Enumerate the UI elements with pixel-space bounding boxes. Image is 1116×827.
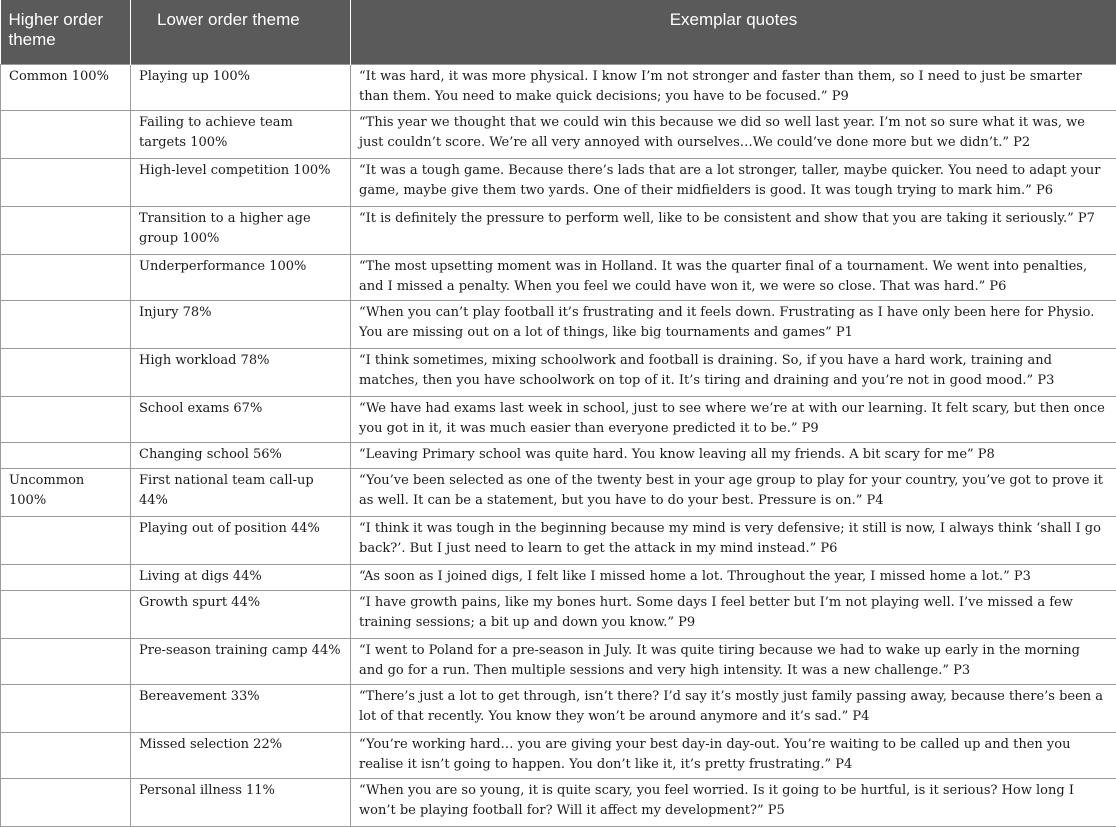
higher-theme-cell bbox=[1, 733, 131, 779]
higher-theme-cell: Uncommon 100% bbox=[1, 469, 131, 517]
table-row bbox=[1, 159, 1116, 207]
lower-theme-cell: Missed selection 22% bbox=[131, 733, 351, 779]
table-row bbox=[1, 301, 1116, 349]
higher-theme-cell: Common 100% bbox=[1, 65, 131, 111]
table-row bbox=[1, 207, 1116, 255]
table-row bbox=[1, 443, 1116, 469]
table-row bbox=[1, 65, 1116, 111]
quote-cell: “You’ve been selected as one of the twenty best in your age group to play for your country, you’ve got to prove it as well. It can be a statement, but you have to do your best. Pressure is on.” P4 bbox=[351, 469, 1116, 517]
table-row bbox=[1, 255, 1116, 301]
table-row bbox=[1, 397, 1116, 443]
higher-theme-cell bbox=[1, 443, 131, 469]
lower-theme-cell: Living at digs 44% bbox=[131, 565, 351, 591]
table-row bbox=[1, 469, 1116, 517]
table-row bbox=[1, 111, 1116, 159]
quote-cell: “It was hard, it was more physical. I know I’m not stronger and faster than them, so I need to just be smarter than them. You need to make quick decisions; you have to be focused.” P9 bbox=[351, 65, 1116, 111]
quote-cell: “I went to Poland for a pre-season in July. It was quite tiring because we had to wake up early in the morning and go for a run. Then multiple sessions and very high intensity. It was a new challenge.” P3 bbox=[351, 639, 1116, 685]
higher-theme-cell bbox=[1, 111, 131, 159]
quote-cell: “Leaving Primary school was quite hard. You know leaving all my friends. A bit scary for me” P8 bbox=[351, 443, 1116, 469]
quote-cell: “I have growth pains, like my bones hurt. Some days I feel better but I’m not playing well. I’ve missed a few training sessions; a bit up and down you know.” P9 bbox=[351, 591, 1116, 639]
quote-cell: “This year we thought that we could win this because we did so well last year. I’m not so sure what it was, we just couldn’t score. We’re all very annoyed with ourselves…We could’ve done more but we didn’t.” P2 bbox=[351, 111, 1116, 159]
higher-theme-cell bbox=[1, 255, 131, 301]
lower-theme-cell: Failing to achieve team targets 100% bbox=[131, 111, 351, 159]
table-row bbox=[1, 349, 1116, 397]
lower-theme-cell: Transition to a higher age group 100% bbox=[131, 207, 351, 255]
quote-cell: “There’s just a lot to get through, isn’t there? I’d say it’s mostly just family passing away, because there’s been a lot of that recently. You know they won’t be around anymore and it’s sad.” P4 bbox=[351, 685, 1116, 733]
higher-theme-cell bbox=[1, 207, 131, 255]
quote-cell: “When you are so young, it is quite scary, you feel worried. Is it going to be hurtful, is it serious? How long I won’t be playing football for? Will it affect my development?” P5 bbox=[351, 779, 1116, 827]
lower-theme-cell: Playing up 100% bbox=[131, 65, 351, 111]
higher-theme-cell bbox=[1, 779, 131, 827]
higher-theme-cell bbox=[1, 301, 131, 349]
lower-theme-cell: Underperformance 100% bbox=[131, 255, 351, 301]
table-row bbox=[1, 517, 1116, 565]
higher-theme-cell bbox=[1, 685, 131, 733]
table-row bbox=[1, 591, 1116, 639]
table-row bbox=[1, 685, 1116, 733]
higher-theme-cell bbox=[1, 397, 131, 443]
higher-theme-cell bbox=[1, 517, 131, 565]
lower-theme-cell: School exams 67% bbox=[131, 397, 351, 443]
lower-theme-cell: Personal illness 11% bbox=[131, 779, 351, 827]
lower-theme-cell: High-level competition 100% bbox=[131, 159, 351, 207]
table-row bbox=[1, 639, 1116, 685]
quote-cell: “The most upsetting moment was in Holland. It was the quarter final of a tournament. We went into penalties, and I missed a penalty. When you feel we could have won it, we were so close. That was hard.” P6 bbox=[351, 255, 1116, 301]
header-higher-order-theme: Higher order theme bbox=[1, 0, 131, 65]
quote-cell: “It is definitely the pressure to perform well, like to be consistent and show that you are taking it seriously.” P7 bbox=[351, 207, 1116, 255]
header-exemplar-quotes: Exemplar quotes bbox=[351, 0, 1116, 65]
lower-theme-cell: Injury 78% bbox=[131, 301, 351, 349]
lower-theme-cell: Changing school 56% bbox=[131, 443, 351, 469]
higher-theme-cell bbox=[1, 639, 131, 685]
higher-theme-cell bbox=[1, 349, 131, 397]
quote-cell: “When you can’t play football it’s frustrating and it feels down. Frustrating as I have only been here for Physio. You are missing out on a lot of things, like big tournaments and games” P1 bbox=[351, 301, 1116, 349]
table-row bbox=[1, 733, 1116, 779]
lower-theme-cell: High workload 78% bbox=[131, 349, 351, 397]
lower-theme-cell: Pre-season training camp 44% bbox=[131, 639, 351, 685]
header-lower-order-theme: Lower order theme bbox=[131, 0, 351, 65]
table-row bbox=[1, 779, 1116, 827]
table-row bbox=[1, 565, 1116, 591]
header-row bbox=[1, 0, 1116, 65]
lower-theme-cell: Bereavement 33% bbox=[131, 685, 351, 733]
quote-cell: “I think sometimes, mixing schoolwork and football is draining. So, if you have a hard work, training and matches, then you have schoolwork on top of it. It’s tiring and draining and you’re not in good mood.” P3 bbox=[351, 349, 1116, 397]
quote-cell: “It was a tough game. Because there’s lads that are a lot stronger, taller, maybe quicker. You need to adapt your game, maybe give them two yards. One of their midfielders is good. It was tough trying to mark him.” P6 bbox=[351, 159, 1116, 207]
quote-cell: “We have had exams last week in school, just to see where we’re at with our learning. It felt scary, but then once you got in it, it was much easier than everyone predicted it to be.” P9 bbox=[351, 397, 1116, 443]
higher-theme-cell bbox=[1, 591, 131, 639]
higher-theme-cell bbox=[1, 565, 131, 591]
quote-cell: “As soon as I joined digs, I felt like I missed home a lot. Throughout the year, I missed home a lot.” P3 bbox=[351, 565, 1116, 591]
lower-theme-cell: Playing out of position 44% bbox=[131, 517, 351, 565]
quote-cell: “I think it was tough in the beginning because my mind is very defensive; it still is now, I always think ‘shall I go back?’. But I just need to learn to get the attack in my mind instead.” P6 bbox=[351, 517, 1116, 565]
lower-theme-cell: Growth spurt 44% bbox=[131, 591, 351, 639]
quote-cell: “You’re working hard… you are giving your best day-in day-out. You’re waiting to be called up and then you realise it isn’t going to happen. You don’t like it, it’s pretty frustrating.” P4 bbox=[351, 733, 1116, 779]
lower-theme-cell: First national team call-up 44% bbox=[131, 469, 351, 517]
higher-theme-cell bbox=[1, 159, 131, 207]
